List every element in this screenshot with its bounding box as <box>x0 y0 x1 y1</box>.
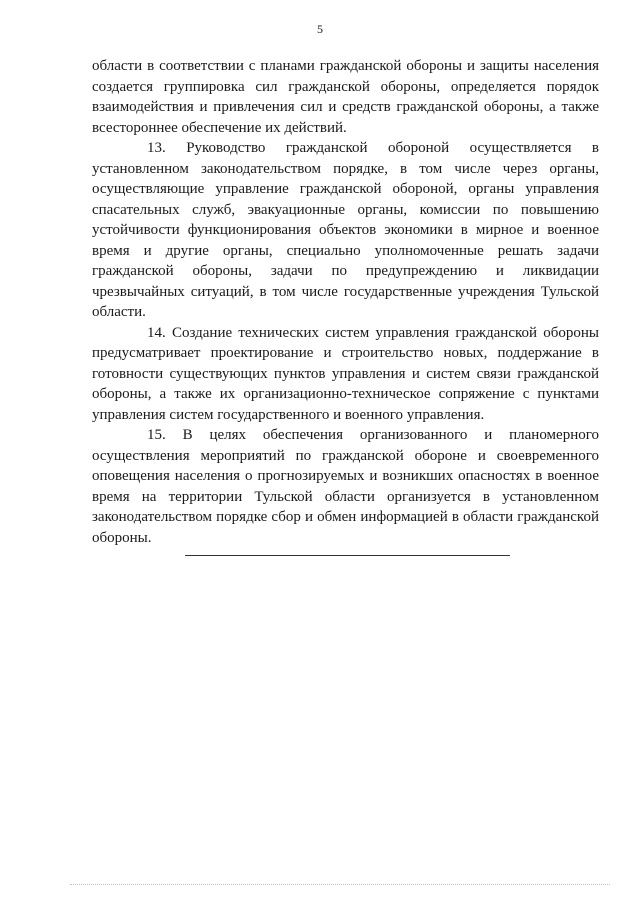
paragraph-continuation: области в соответствии с планами гражданской обороны и защиты населения создается группировка сил гражданской обороны, определяется порядок взаимодействия и привлечения сил и средств гражданской обороны, а также всестороннее обеспечение их действий. <box>92 58 599 136</box>
paragraph-14: 14. Создание технических систем управления гражданской обороны предусматривает проектирование и строительство новых, поддержание в готовности существующих пунктов управления и систем связи гражданской обороны, а также их организационно-техническое сопряжение с пунктами управления систем государственного и военного управления. <box>92 324 599 423</box>
paragraph-13: 13. Руководство гражданской обороной осуществляется в установленном законодательством порядке, в том числе через органы, осуществляющие управление гражданской обороной, органы управления спасательных служб, эвакуационные органы, комиссии по повышению устойчивости функционирования объектов экономики в мирное и военное время и другие органы, специально уполномоченные решать задачи гражданской обороны, задачи по предупреждению и ликвидации чрезвычайных ситуаций, в том числе государственные учреждения Тульской области. <box>92 140 599 320</box>
end-of-document-rule <box>185 555 510 556</box>
page-number: 5 <box>317 22 323 36</box>
paragraph-15: 15. В целях обеспечения организованного и планомерного осуществления мероприятий по гражданской обороне и своевременного оповещения населения о прогнозируемых и возникших опасностях в военное время на территории Тульской области организуется в установленном законодательством порядке сбор и обмен информацией в области гражданской обороны. <box>92 427 599 546</box>
scan-artifact-line <box>70 884 610 889</box>
document-body <box>92 56 599 548</box>
